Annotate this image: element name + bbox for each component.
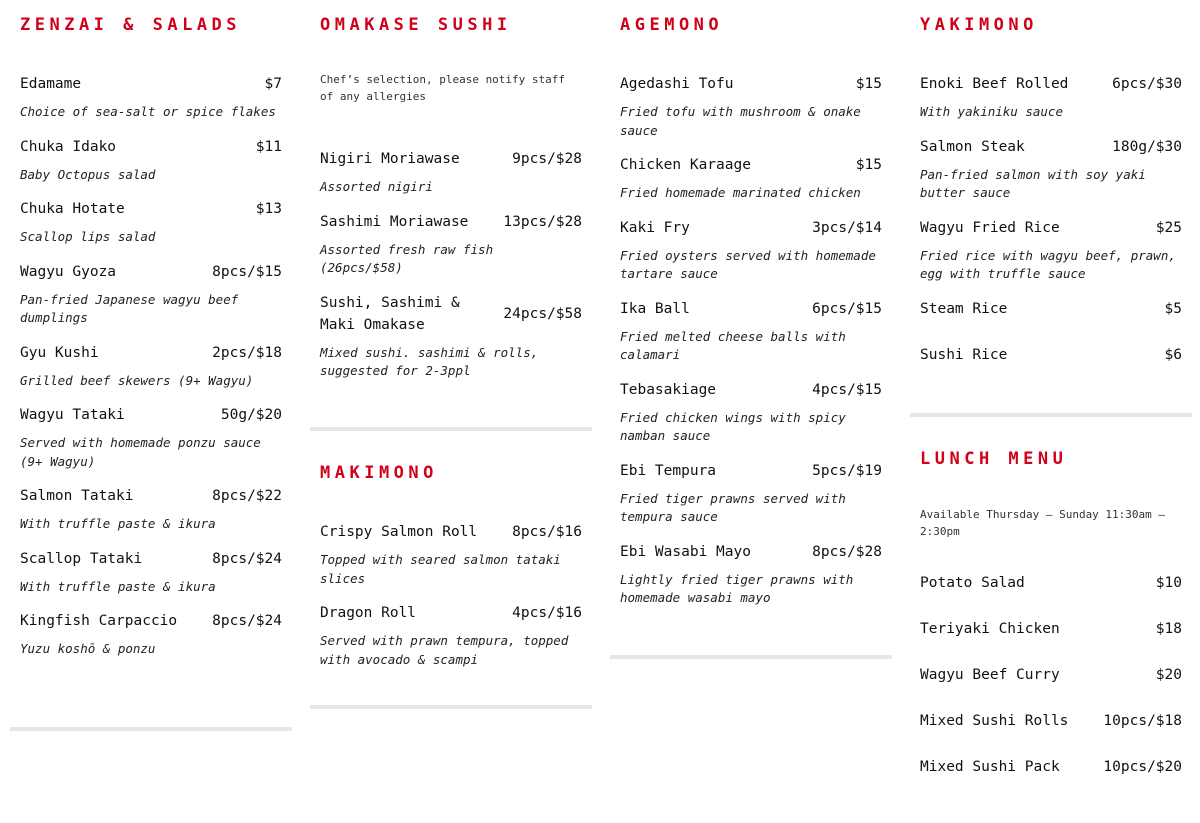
section-agemono (610, 0, 892, 608)
menu-item-price: $5 (1164, 300, 1182, 317)
menu-item (20, 485, 282, 534)
section-title: LUNCH MENU (920, 449, 1068, 469)
menu-item-name: Sashimi Moriawase (320, 213, 469, 230)
menu-item-row (620, 541, 882, 563)
menu-item-description: Assorted fresh raw fish (26pcs/$58) (320, 241, 494, 275)
menu-item-description: Baby Octopus salad (20, 166, 156, 182)
menu-item (620, 541, 882, 608)
menu-item-name: Ebi Tempura (620, 462, 717, 479)
column-lunch (910, 434, 1192, 802)
menu-item (20, 548, 282, 597)
menu-item-price: 8pcs/$22 (212, 488, 282, 504)
menu-item-name: Scallop Tataki (20, 550, 143, 567)
menu-item-name: Potato Salad (920, 575, 1025, 591)
menu-item (920, 664, 1182, 686)
menu-item-row (20, 342, 282, 364)
menu-item-description: Fried rice with wagyu beef, prawn, egg with truffle sauce (920, 247, 1176, 281)
menu-item-price: 8pcs/$24 (212, 550, 282, 567)
menu-item-row (20, 610, 282, 632)
menu-item-row (920, 664, 1182, 686)
menu-item-row (620, 298, 882, 320)
menu-item-row (20, 404, 282, 426)
menu-item (320, 211, 582, 278)
menu-item-row (920, 136, 1182, 158)
menu-item-description: Grilled beef skewers (9+ Wagyu) (20, 372, 254, 388)
menu-item-name: Steam Rice (920, 300, 1008, 317)
menu-item (620, 298, 882, 365)
menu-item-description: With truffle paste & ikura (20, 516, 216, 531)
column-agemono (610, 0, 892, 622)
section-omakase-sushi (310, 0, 592, 381)
menu-list (920, 572, 1182, 778)
menu-item (920, 136, 1182, 203)
menu-item-description: Assorted nigiri (320, 179, 433, 194)
menu-item-description: Scallop lips salad (20, 229, 156, 244)
menu-item-name: Chicken Karaage (620, 157, 751, 173)
menu-item (20, 404, 282, 471)
menu-item-price: 4pcs/$15 (812, 381, 882, 398)
menu-item-name: Sushi, Sashimi & Maki Omakase (320, 294, 460, 333)
menu-item (620, 154, 882, 203)
menu-item-description: Pan-fried Japanese wagyu beef dumplings (20, 291, 239, 325)
menu-item-price: $20 (1155, 667, 1182, 683)
menu-item (920, 217, 1182, 284)
menu-item-row (920, 217, 1182, 239)
menu-item (920, 344, 1182, 366)
menu-item-description: Fried melted cheese balls with calamari (620, 328, 846, 362)
menu-item-row (20, 136, 282, 158)
section-title: YAKIMONO (920, 15, 1038, 35)
menu-item-row (620, 379, 882, 401)
section-divider (310, 427, 592, 431)
section-divider (310, 705, 592, 709)
menu-item-name: Salmon Steak (920, 138, 1025, 155)
menu-item-name: Wagyu Fried Rice (920, 219, 1060, 236)
menu-item-row (320, 292, 582, 336)
menu-item-row (320, 521, 582, 543)
menu-item-name: Sushi Rice (920, 346, 1008, 363)
menu-item-row (20, 73, 282, 95)
menu-item-row (320, 148, 582, 170)
menu-item-price: 6pcs/$15 (812, 300, 882, 317)
section-divider (610, 655, 892, 659)
menu-item-price: 4pcs/$16 (512, 605, 582, 621)
menu-item-row (920, 298, 1182, 320)
menu-item-price: 13pcs/$28 (503, 213, 582, 230)
menu-item-price: $25 (1155, 219, 1182, 236)
menu-item-description: Fried chicken wings with spicy namban sauce (620, 409, 846, 443)
section-title: ZENZAI & SALADS (20, 15, 242, 35)
section-lunch-menu (910, 434, 1192, 778)
menu-item-description: Mixed sushi. sashimi & rolls, suggested for 2-3ppl (320, 344, 539, 378)
menu-item-name: Teriyaki Chicken (920, 621, 1060, 637)
menu-item-price: $10 (1155, 575, 1182, 591)
menu-list (20, 73, 282, 659)
menu-item-name: Tebasakiage (620, 381, 717, 398)
menu-item-price: 5pcs/$19 (812, 462, 882, 479)
menu-item-name: Dragon Roll (320, 605, 417, 621)
menu-list (320, 148, 582, 381)
menu-item (20, 73, 282, 122)
section-divider (910, 413, 1192, 417)
menu-item-price: $18 (1155, 621, 1182, 637)
menu-item (920, 618, 1182, 640)
menu-item-row (320, 211, 582, 233)
menu-list (620, 73, 882, 608)
menu-item-name: Wagyu Tataki (20, 407, 125, 423)
section-note: Available Thursday – Sunday 11:30am – 2:30pm (920, 508, 1166, 538)
section-note: Chef’s selection, please notify staff of any allergies (320, 73, 566, 103)
menu-item-price: 10pcs/$20 (1103, 759, 1182, 775)
menu-item-row (920, 344, 1182, 366)
menu-item-price: 8pcs/$28 (812, 543, 882, 560)
column-zenzai (10, 0, 292, 673)
menu-item-name: Kingfish Carpaccio (20, 613, 178, 629)
menu-item-name: Agedashi Tofu (620, 76, 734, 92)
menu-item-description: Choice of sea-salt or spice flakes (20, 104, 276, 119)
menu-item-description: Served with prawn tempura, topped with avocado & scampi (320, 633, 569, 667)
menu-item-price: 50g/$20 (220, 407, 282, 423)
menu-item (20, 342, 282, 391)
menu-item-description: Topped with seared salmon tataki slices (320, 552, 561, 586)
menu-item-row (620, 73, 882, 95)
menu-item-name: Edamame (20, 76, 82, 92)
menu-item (920, 572, 1182, 594)
menu-item (920, 756, 1182, 778)
menu-item (620, 217, 882, 284)
menu-item-name: Ebi Wasabi Mayo (620, 543, 751, 560)
menu-item-description: Fried tiger prawns served with tempura sauce (620, 490, 846, 524)
menu-item-description: Yuzu koshō & ponzu (20, 641, 156, 656)
menu-item-row (20, 548, 282, 570)
menu-item-description: With yakiniku sauce (920, 104, 1063, 119)
menu-item-row (920, 710, 1182, 732)
menu-item-name: Chuka Idako (20, 138, 117, 155)
menu-item (620, 379, 882, 446)
section-makimono (310, 448, 592, 669)
menu-list (320, 521, 582, 669)
menu-item-price: $13 (255, 201, 282, 217)
section-divider (10, 727, 292, 731)
menu-item-name: Salmon Tataki (20, 488, 134, 504)
menu-item (920, 298, 1182, 320)
menu-item-name: Mixed Sushi Pack (920, 759, 1060, 775)
menu-item-price: 8pcs/$15 (212, 263, 282, 280)
menu-item (20, 198, 282, 247)
menu-item-name: Wagyu Beef Curry (920, 667, 1060, 683)
menu-item-name: Ika Ball (620, 300, 690, 317)
menu-item (620, 73, 882, 140)
menu-item-description: Fried oysters served with homemade tartare sauce (620, 247, 876, 281)
menu-item-description: Pan-fried salmon with soy yaki butter sauce (920, 166, 1146, 200)
menu-item-name: Mixed Sushi Rolls (920, 713, 1069, 729)
section-yakimono (910, 0, 1192, 366)
menu-item-row (620, 217, 882, 239)
menu-item-price: 10pcs/$18 (1103, 713, 1182, 729)
menu-item-name: Wagyu Gyoza (20, 263, 117, 280)
menu-item-price: 3pcs/$14 (812, 219, 882, 236)
menu-item-description: Lightly fried tiger prawns with homemade wasabi mayo (620, 571, 854, 605)
column-makimono (310, 448, 592, 683)
menu-item (320, 602, 582, 669)
menu-item-price: 2pcs/$18 (212, 344, 282, 361)
menu-item-price: 24pcs/$58 (503, 305, 582, 322)
menu-item-row (620, 460, 882, 482)
menu-item-description: With truffle paste & ikura (20, 578, 216, 594)
menu-item-name: Chuka Hotate (20, 201, 125, 217)
menu-item-row (20, 198, 282, 220)
menu-item (920, 710, 1182, 732)
menu-item-row (20, 261, 282, 283)
menu-item-price: 9pcs/$28 (512, 151, 582, 167)
menu-item (320, 292, 582, 381)
menu-item-price: $11 (255, 138, 282, 155)
menu-item-row (920, 73, 1182, 95)
menu-item (20, 261, 282, 328)
column-yakimono (910, 0, 1192, 390)
menu-item-name: Crispy Salmon Roll (320, 524, 478, 540)
menu-item-price: $6 (1164, 346, 1182, 363)
menu-item-row (620, 154, 882, 176)
menu-item-price: $15 (855, 157, 882, 173)
menu-item-name: Kaki Fry (620, 219, 690, 236)
column-omakase-makimono (310, 0, 592, 395)
menu-item-description: Fried homemade marinated chicken (620, 185, 861, 200)
menu-item (20, 610, 282, 659)
menu-item-row (320, 602, 582, 624)
section-title: MAKIMONO (320, 463, 438, 483)
menu-item-price: 8pcs/$16 (512, 524, 582, 540)
menu-item-price: $15 (855, 76, 882, 92)
menu-item-row (920, 756, 1182, 778)
menu-list (920, 73, 1182, 366)
menu-item-description: Fried tofu with mushroom & onake sauce (620, 104, 861, 138)
menu-item-name: Nigiri Moriawase (320, 151, 460, 167)
menu-item (20, 136, 282, 185)
section-title: AGEMONO (620, 15, 724, 35)
menu-item-row (920, 618, 1182, 640)
menu-item-price: 180g/$30 (1112, 138, 1182, 155)
menu-item-description: Served with homemade ponzu sauce (9+ Wagyu) (20, 435, 261, 469)
menu-item-name: Enoki Beef Rolled (920, 76, 1069, 92)
menu-item-name: Gyu Kushi (20, 344, 99, 361)
menu-item-row (920, 572, 1182, 594)
section-title: OMAKASE SUSHI (320, 15, 512, 35)
menu-item-price: 8pcs/$24 (212, 613, 282, 629)
section-zenzai-salads (10, 0, 292, 659)
menu-item (920, 73, 1182, 122)
menu-item-price: $7 (264, 76, 282, 92)
menu-item (320, 521, 582, 588)
menu-item-price: 6pcs/$30 (1112, 76, 1182, 92)
menu-item (320, 148, 582, 197)
menu-item-row (20, 485, 282, 507)
menu-item (620, 460, 882, 527)
